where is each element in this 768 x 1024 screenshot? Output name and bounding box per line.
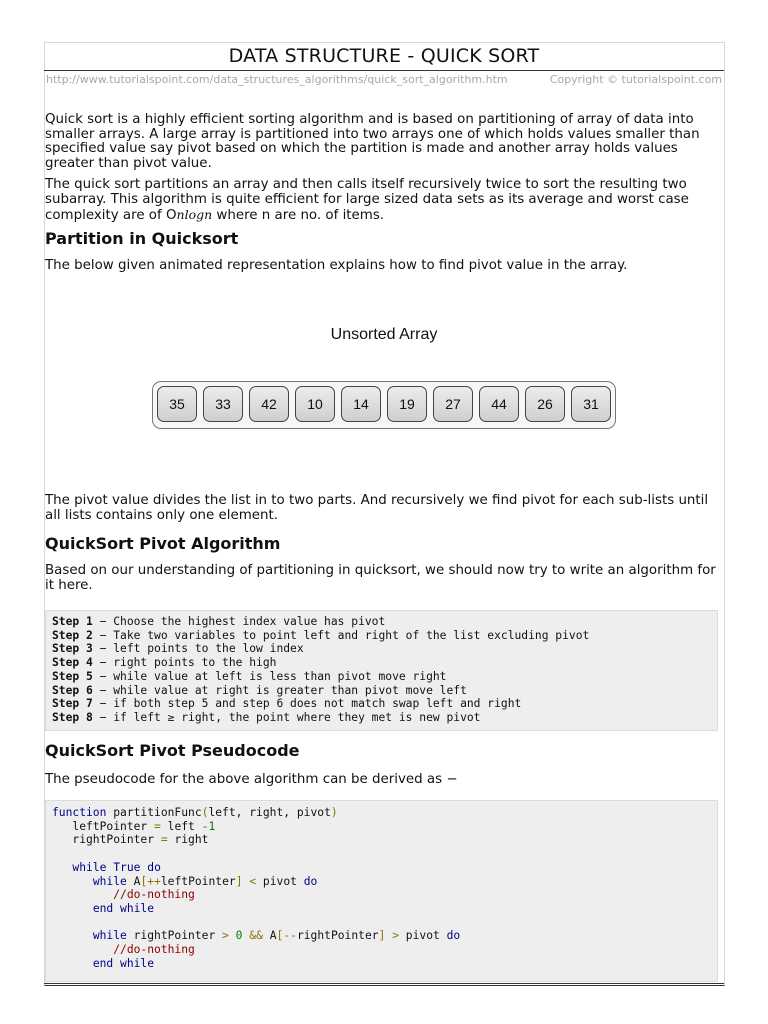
figure-title: Unsorted Array <box>330 326 438 343</box>
code-line: //do-nothing <box>52 943 195 957</box>
algorithm-heading: QuickSort Pivot Algorithm <box>45 534 281 554</box>
code-line: end while <box>92 901 155 915</box>
title-divider <box>44 70 724 71</box>
step-label: Step 4 <box>52 656 93 670</box>
copyright-notice: Copyright © tutorialspoint.com <box>549 73 722 86</box>
step-text: − while value at left is less than pivot move right <box>92 669 447 683</box>
code-line: //do-nothing <box>52 888 195 902</box>
partition-text: The below given animated representation explains how to find pivot value in the array. <box>45 258 628 274</box>
intro-paragraph-2-text: The quick sort partitions an array and then calls itself recursively twice to sort the resulting two subarray. This algorithm is quite efficient for large sized data sets as its average and worst case complexity are of O <box>45 177 689 223</box>
pseudocode-section <box>45 741 721 788</box>
code-line: rightPointer = right <box>52 833 209 847</box>
algorithm-step <box>52 656 711 670</box>
array-cell: 10 <box>295 386 335 422</box>
step-text: − Take two variables to point left and right of the list excluding pivot <box>92 628 590 642</box>
code-line: function partitionFunc(left, right, pivot) <box>52 806 338 819</box>
page-title: DATA STRUCTURE - QUICK SORT <box>228 45 540 67</box>
step-text: − while value at right is greater than pivot move left <box>92 683 467 697</box>
array-cell: 14 <box>341 386 381 422</box>
source-line <box>46 73 722 87</box>
code-line: leftPointer = left -1 <box>52 819 216 833</box>
step-label: Step 3 <box>52 642 93 656</box>
code-line <box>52 847 711 861</box>
algorithm-step <box>52 711 711 725</box>
array-cell: 27 <box>433 386 473 422</box>
algorithm-step <box>52 697 711 711</box>
code-line: while rightPointer > 0 && A[--rightPointer] > pivot do <box>92 929 461 943</box>
code-line: while True do <box>72 860 161 874</box>
source-url[interactable]: http://www.tutorialspoint.com/data_structures_algorithms/quick_sort_algorithm.htm <box>46 73 508 86</box>
code-line: while A[++leftPointer] < pivot do <box>92 874 318 888</box>
step-label: Step 7 <box>52 697 93 711</box>
step-text: − left points to the low index <box>92 642 304 656</box>
array-cell: 31 <box>571 386 611 422</box>
pivot-explanation: The pivot value divides the list in to two parts. And recursively we find pivot for each sub-lists until all lists contains only one element. <box>45 493 709 523</box>
array-tray <box>152 381 616 429</box>
array-cell: 19 <box>387 386 427 422</box>
array-cell: 26 <box>525 386 565 422</box>
algorithm-step <box>52 615 711 629</box>
step-label: Step 6 <box>52 683 93 697</box>
array-cell: 42 <box>249 386 289 422</box>
unsorted-array-figure <box>150 322 618 432</box>
step-label: Step 5 <box>52 669 93 683</box>
intro-paragraph-2-tail: where n are no. of items. <box>212 207 385 223</box>
code-line: end while <box>92 956 155 970</box>
bottom-divider <box>44 983 724 984</box>
array-cell: 44 <box>479 386 519 422</box>
algorithm-section <box>45 494 721 593</box>
algorithm-intro: Based on our understanding of partitioning in quicksort, we should now try to write an algorithm for it here. <box>45 563 716 593</box>
complexity-term: nlogn <box>176 206 213 222</box>
algorithm-step <box>52 684 711 698</box>
algorithm-step <box>52 642 711 656</box>
pseudocode-box <box>45 800 718 982</box>
code-line <box>52 916 711 930</box>
article-body <box>45 113 721 274</box>
step-label: Step 1 <box>52 615 93 628</box>
pseudocode-heading: QuickSort Pivot Pseudocode <box>45 741 300 760</box>
intro-paragraph-2 <box>45 178 721 223</box>
step-text: − if left ≥ right, the point where they met is new pivot <box>92 710 481 724</box>
algorithm-step <box>52 670 711 684</box>
step-text: − Choose the highest index value has pivot <box>92 615 386 628</box>
array-cell: 35 <box>157 386 197 422</box>
algorithm-step <box>52 629 711 643</box>
step-text: − right points to the high <box>92 656 277 670</box>
step-label: Step 2 <box>52 628 93 642</box>
step-text: − if both step 5 and step 6 does not match swap left and right <box>92 697 522 711</box>
algorithm-steps-box <box>45 610 718 731</box>
step-label: Step 8 <box>52 710 93 724</box>
intro-paragraph-1: Quick sort is a highly efficient sorting algorithm and is based on partitioning of array of data into smaller arrays. A large array is partitioned into two arrays one of which holds values smaller than specified value say pivot based on which the partition is made and another array holds values greater than pivot value. <box>45 112 700 171</box>
partition-heading: Partition in Quicksort <box>45 229 239 249</box>
pseudocode-intro: The pseudocode for the above algorithm can be derived as − <box>45 772 458 787</box>
array-cell: 33 <box>203 386 243 422</box>
